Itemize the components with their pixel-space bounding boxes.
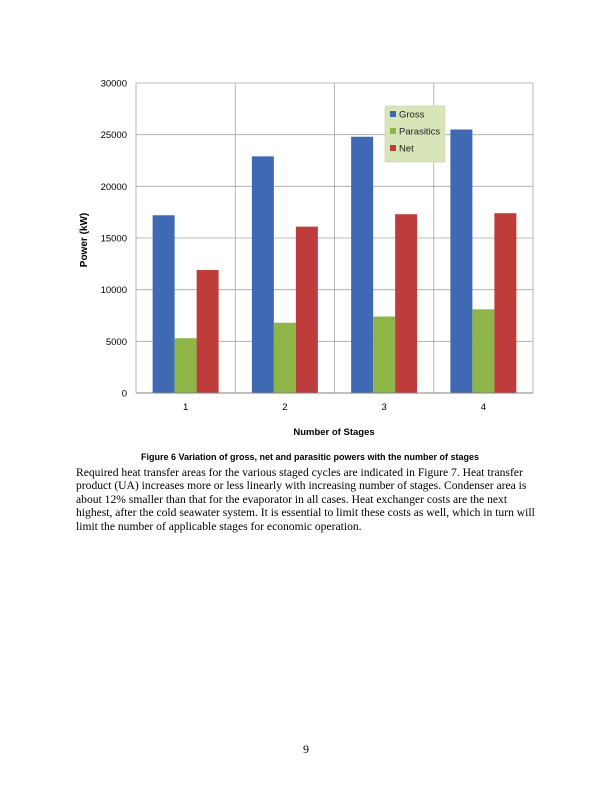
y-tick-label: 15000 [100,233,127,245]
legend-swatch-net [390,145,396,151]
bar-parasitics-stage-2 [274,323,296,393]
body-paragraph: Required heat transfer areas for the various staged cycles are indicated in Figure 7. Heat transfer product (UA) increases more or less linearly with increasing number of stages. Condenser area is about 12% smaller than that for the evaporator in all cases. Heat exchanger costs are the next highest, after the cold seawater system. It is essential to limit these costs as well, which in turn will limit the number of applicable stages for economic operation. [76,466,535,533]
bar-parasitics-stage-3 [373,317,395,393]
figure-caption: Figure 6 Variation of gross, net and parasitic powers with the number of stages [140,452,480,462]
legend-swatch-parasitics [390,128,396,134]
bar-net-stage-4 [494,213,516,393]
y-tick-label: 10000 [100,285,127,297]
bar-net-stage-1 [197,270,219,393]
legend-label-net: Net [399,143,414,155]
legend-swatch-gross [390,111,396,117]
bar-gross-stage-1 [153,215,175,393]
legend [385,106,445,162]
x-tick-label: 4 [480,402,487,413]
y-tick-label: 25000 [100,130,127,142]
x-tick-label: 1 [182,402,189,413]
bar-gross-stage-2 [252,156,274,393]
power-bar-chart [70,70,550,450]
x-tick-label: 2 [282,402,288,413]
bar-gross-stage-3 [351,137,373,393]
y-tick-label: 30000 [100,78,127,90]
legend-label-parasitics: Parasitics [399,126,441,138]
bar-net-stage-3 [395,214,417,393]
y-tick-label: 20000 [100,181,127,193]
page-number: 9 [303,742,309,756]
x-tick-label: 3 [381,402,387,413]
x-axis-label: Number of Stages [293,427,375,438]
bar-parasitics-stage-4 [472,309,494,393]
bar-gross-stage-4 [450,130,472,394]
y-tick-label: 0 [121,388,127,400]
bar-parasitics-stage-1 [175,338,197,393]
y-axis-label: Power (kW) [79,212,90,268]
legend-label-gross: Gross [399,109,425,121]
y-tick-label: 5000 [105,336,127,348]
bar-net-stage-2 [296,227,318,393]
